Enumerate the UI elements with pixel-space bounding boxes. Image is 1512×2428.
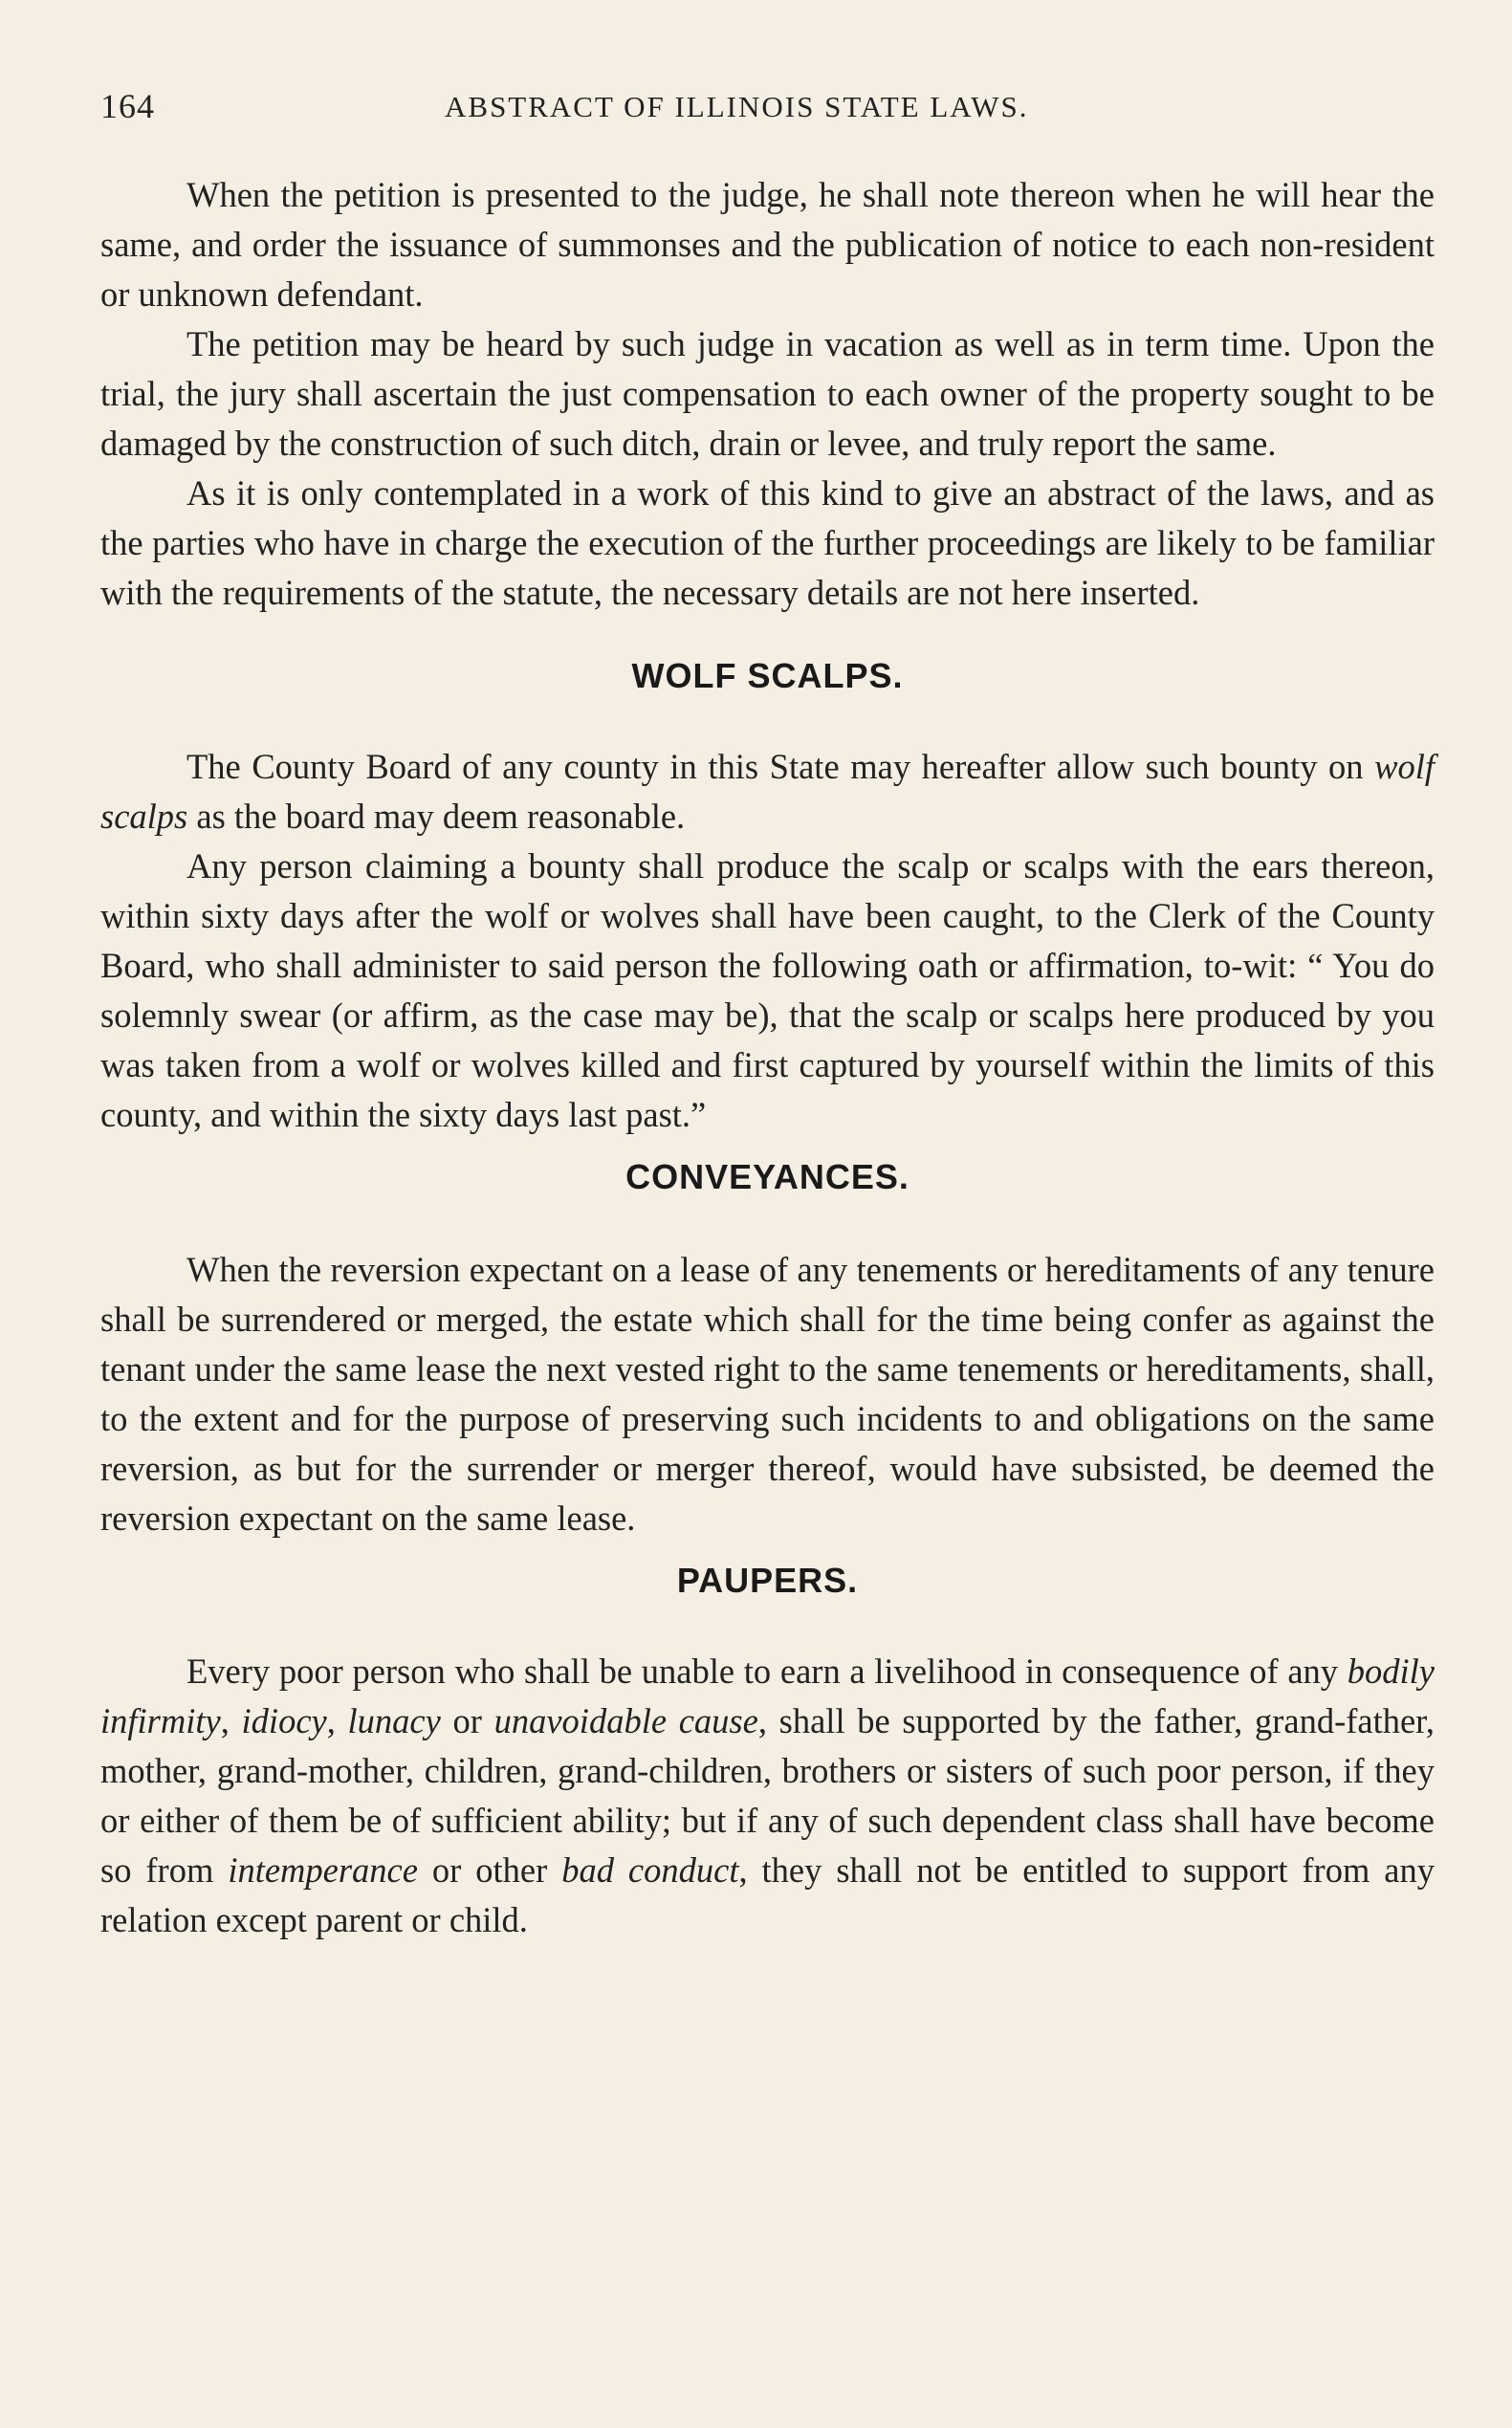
paragraph	[100, 742, 1435, 842]
wolf-scalps-section	[100, 656, 1435, 1140]
section-heading-conveyances: CONVEYANCES.	[625, 1157, 909, 1196]
text-run: ,	[326, 1701, 348, 1740]
paupers-section	[100, 1561, 1435, 1945]
page-body	[100, 170, 1435, 1945]
paragraph: When the reversion expectant on a lease of any tenements or hereditaments of any tenure shall be surrendered or merged, the estate which shall for the time being confer as against the tenant under the same lease the next vested right to the same tenements or hereditaments, shall, to the extent and for the purpose of preserving such incidents to and obligations on the same reversion, as but for the surrender or merger thereof, would have subsisted, be deemed the reversion expectant on the same lease.	[100, 1250, 1435, 1538]
ditch-section-continued	[100, 170, 1435, 618]
conveyances-section	[100, 1157, 1435, 1543]
paragraph: When the petition is presented to the judge, he shall note thereon when he will hear the same, and order the issuance of summonses and the publication of notice to each non-resident or unknown defendant.	[100, 175, 1435, 314]
running-head: ABSTRACT OF ILLINOIS STATE LAWS.	[445, 90, 1029, 123]
text-run: Every poor person who shall be unable to earn a livelihood in consequence of any	[186, 1651, 1348, 1691]
text-run: The County Board of any county in this State may hereafter allow such bounty on	[186, 747, 1375, 786]
italic-term: unavoidable cause	[493, 1701, 758, 1740]
page-header	[100, 86, 1435, 134]
section-heading-wolf-scalps: WOLF SCALPS.	[631, 656, 904, 695]
page-number: 164	[100, 87, 155, 125]
text-run: or other	[417, 1850, 562, 1890]
paragraph: Any person claiming a bounty shall produce the scalp or scalps with the ears thereon, within sixty days after the wolf or wolves shall have been caught, to the Clerk of the County Board, who shall administer to said person the following oath or affirmation, to-wit: “ You do solemnly swear (or affirm, as the case may be), that the scalp or scalps here produced by you was taken from a wolf or wolves killed and first captured by yourself within the limits of this county, and within the sixty days last past.”	[100, 846, 1435, 1134]
text-run: as the board may deem reasonable.	[187, 797, 686, 836]
paragraph	[100, 1647, 1435, 1945]
italic-term: wolf scalps	[100, 747, 1435, 836]
italic-term: intemperance	[228, 1850, 418, 1890]
italic-term: lunacy	[347, 1701, 441, 1740]
paragraph: The petition may be heard by such judge in vacation as well as in term time. Upon the trial, the jury shall ascertain the just compensation to each owner of the property sought to be damaged by the construction of such ditch, drain or levee, and truly report the same.	[100, 324, 1435, 463]
text-run: or	[440, 1701, 494, 1740]
page	[100, 86, 1435, 1945]
text-run: , shall be supported by the father, grand-father, mother, grand-mother, children, grand-children, brothers or sisters of such poor person, if they or either of them be of sufficient ability; but if any of such dependent class shall have become so from	[100, 1701, 1435, 1890]
text-run: , they shall not be entitled to support from any relation except parent or child.	[100, 1850, 1435, 1939]
section-heading-paupers: PAUPERS.	[676, 1561, 859, 1600]
italic-term: idiocy	[241, 1701, 327, 1740]
text-run: ,	[220, 1701, 242, 1740]
italic-term: bad conduct	[561, 1850, 739, 1890]
italic-term: bodily infirmity	[100, 1651, 1435, 1740]
paragraph: As it is only contemplated in a work of this kind to give an abstract of the laws, and as the parties who have in charge the execution of the further proceedings are likely to be familiar with the requirements of the statute, the necessary details are not here inserted.	[100, 473, 1435, 612]
